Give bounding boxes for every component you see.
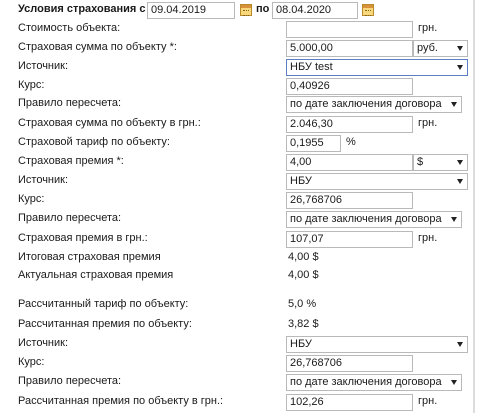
source-value: НБУ xyxy=(290,175,312,187)
premium-label: Страховая премия *: xyxy=(18,155,124,167)
chevron-down-icon xyxy=(457,160,463,165)
source-label: Источник: xyxy=(18,337,69,349)
premium-uah-label: Страховая премия в грн.: xyxy=(18,232,148,244)
recalc-rule-value: по дате заключения договора xyxy=(290,213,442,225)
date-from-input[interactable]: 09.04.2019 xyxy=(147,2,235,19)
rate-label: Курс: xyxy=(18,79,45,91)
insurance-sum-label: Страховая сумма по объекту *: xyxy=(18,41,177,53)
rate-input[interactable]: 26,768706 xyxy=(286,355,413,372)
currency-value: руб. xyxy=(417,42,438,54)
recalc-rule-value: по дате заключения договора xyxy=(290,376,442,388)
currency-value: $ xyxy=(417,156,424,168)
premium-currency-select[interactable] xyxy=(413,154,468,171)
object-cost-input[interactable] xyxy=(286,21,413,38)
tariff-unit: % xyxy=(346,136,356,148)
source-select[interactable] xyxy=(286,59,468,76)
rate-input[interactable]: 0,40926 xyxy=(286,78,413,95)
sum-uah-input[interactable]: 2.046,30 xyxy=(286,116,413,133)
recalc-rule-select[interactable] xyxy=(286,96,462,113)
rate-label: Курс: xyxy=(18,356,45,368)
calc-premium-label: Рассчитанная премия по объекту: xyxy=(18,318,192,330)
total-premium-value: 4,00 $ xyxy=(288,251,319,263)
rate-input[interactable]: 26,768706 xyxy=(286,192,413,209)
premium-uah-input[interactable]: 107,07 xyxy=(286,231,413,248)
date-range-separator: по xyxy=(256,3,270,15)
calc-premium-value: 3,82 $ xyxy=(288,318,319,330)
insurance-sum-currency-select[interactable] xyxy=(413,40,468,57)
source-label: Источник: xyxy=(18,60,69,72)
sum-uah-unit: грн. xyxy=(418,117,438,129)
source-select[interactable] xyxy=(286,336,468,353)
chevron-down-icon xyxy=(457,342,463,347)
section-title: Условия страхования с xyxy=(18,3,146,15)
premium-input[interactable]: 4,00 xyxy=(286,154,413,171)
calc-premium-uah-unit: грн. xyxy=(418,395,438,407)
recalc-rule-label: Правило пересчета: xyxy=(18,375,122,387)
calc-premium-uah-input[interactable]: 102,26 xyxy=(286,394,413,411)
actual-premium-value: 4,00 $ xyxy=(288,269,319,281)
sum-uah-label: Страховая сумма по объекту в грн.: xyxy=(18,117,201,129)
source-value: НБУ test xyxy=(290,61,333,73)
chevron-down-icon xyxy=(451,380,457,385)
chevron-down-icon xyxy=(457,179,463,184)
calc-tariff-label: Рассчитанный тариф по объекту: xyxy=(18,298,189,310)
recalc-rule-label: Правило пересчета: xyxy=(18,212,122,224)
tariff-input[interactable]: 0,1955 xyxy=(286,135,341,152)
object-cost-unit: грн. xyxy=(418,22,438,34)
premium-uah-unit: грн. xyxy=(418,232,438,244)
source-select[interactable] xyxy=(286,173,468,190)
total-premium-label: Итоговая страховая премия xyxy=(18,251,161,263)
actual-premium-label: Актуальная страховая премия xyxy=(18,269,174,281)
source-value: НБУ xyxy=(290,338,312,350)
insurance-sum-input[interactable]: 5.000,00 xyxy=(286,40,413,57)
recalc-rule-select[interactable] xyxy=(286,374,462,391)
calc-tariff-value: 5,0 % xyxy=(288,298,317,310)
recalc-rule-select[interactable] xyxy=(286,211,462,228)
recalc-rule-value: по дате заключения договора xyxy=(290,98,442,110)
recalc-rule-label: Правило пересчета: xyxy=(18,97,122,109)
chevron-down-icon xyxy=(451,217,457,222)
rate-label: Курс: xyxy=(18,193,45,205)
calendar-icon[interactable] xyxy=(240,4,252,16)
calc-premium-uah-label: Рассчитанная премия по объекту в грн.: xyxy=(18,395,224,407)
chevron-down-icon xyxy=(457,46,463,51)
date-to-input[interactable]: 08.04.2020 xyxy=(272,2,358,19)
calendar-icon[interactable] xyxy=(362,4,374,16)
right-divider xyxy=(473,0,475,413)
chevron-down-icon xyxy=(457,65,463,70)
source-label: Источник: xyxy=(18,174,69,186)
tariff-label: Страховой тариф по объекту: xyxy=(18,136,170,148)
chevron-down-icon xyxy=(451,102,457,107)
object-cost-label: Стоимость объекта: xyxy=(18,22,121,34)
